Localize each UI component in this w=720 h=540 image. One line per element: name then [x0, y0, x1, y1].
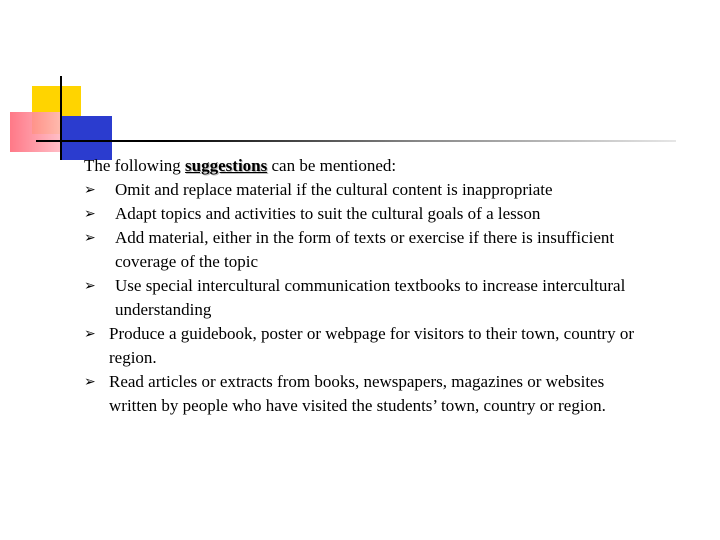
list-item: [84, 178, 644, 202]
list-item: [84, 322, 644, 370]
arrow-bullet-icon: ➢: [84, 374, 96, 390]
intro-line: [84, 154, 644, 178]
list-item: [84, 370, 644, 418]
list-item-text: Produce a guidebook, poster or webpage for visitors to their town, country or region.: [109, 324, 634, 367]
arrow-bullet-icon: ➢: [84, 278, 96, 294]
suggestion-list: [84, 178, 644, 418]
intro-prefix: The following: [84, 156, 186, 175]
list-item: [84, 202, 644, 226]
arrow-bullet-icon: ➢: [84, 326, 96, 342]
list-item-text: Adapt topics and activities to suit the cultural goals of a lesson: [115, 204, 541, 223]
list-item-text: Use special intercultural communication textbooks to increase intercultural understanding: [115, 276, 626, 319]
title-divider-line: [36, 140, 676, 142]
decor-vertical-rule: [60, 76, 62, 160]
intro-keyword: suggestions: [185, 156, 268, 175]
arrow-bullet-icon: ➢: [84, 206, 96, 222]
list-item: [84, 226, 644, 274]
intro-suffix: can be mentioned:: [267, 156, 397, 175]
slide-body: [84, 154, 644, 418]
list-item-text: Add material, either in the form of texts or exercise if there is insufficient coverage of the topic: [115, 228, 615, 271]
list-item-text: Read articles or extracts from books, newspapers, magazines or websites written by people who have visited the students’ town, country or region.: [109, 372, 606, 415]
arrow-bullet-icon: ➢: [84, 182, 96, 198]
arrow-bullet-icon: ➢: [84, 230, 96, 246]
list-item: [84, 274, 644, 322]
list-item-text: Omit and replace material if the cultural content is inappropriate: [115, 180, 553, 199]
decor-red-square: [10, 112, 60, 152]
